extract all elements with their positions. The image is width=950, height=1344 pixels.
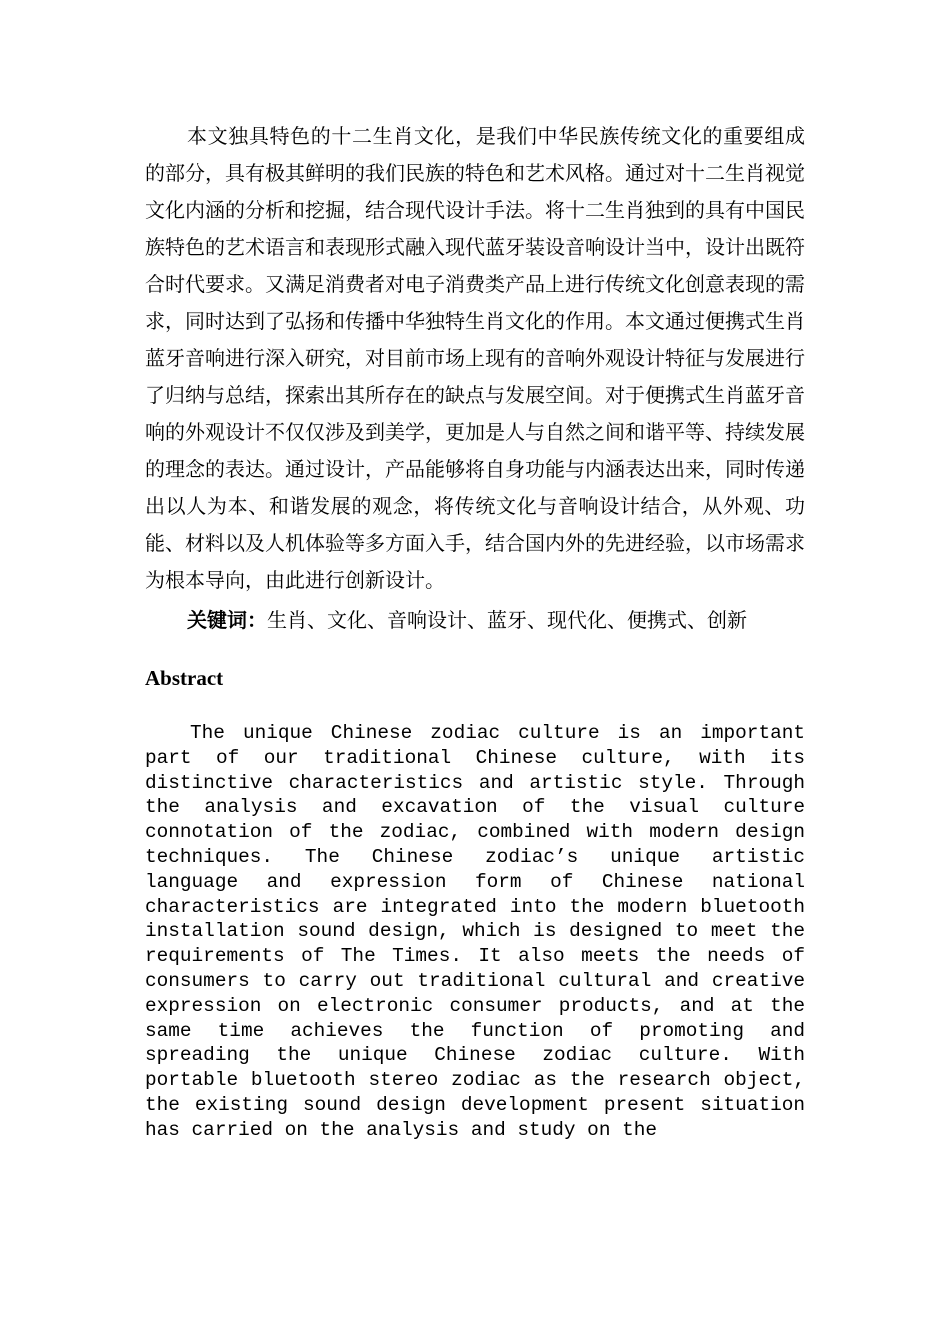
keywords-line xyxy=(145,607,805,634)
abstract-heading: Abstract xyxy=(145,666,224,690)
keywords-label: 关键词： xyxy=(187,608,267,632)
english-abstract-paragraph: The unique Chinese zodiac culture is an important part of our traditional Chinese culture, with its distinctive characteristics and artistic style. Through the analysis and excavation of the visual culture connotation of the zodiac, combined with modern design techniques. The Chinese zodiac’s unique artistic language and expression form of Chinese national characteristics are integrated into the modern bluetooth installation sound design, which is designed to meet the requirements of The Times. It also meets the needs of consumers to carry out traditional cultural and creative expression on electronic consumer products, and at the same time achieves the function of promoting and spreading the unique Chinese zodiac culture. With portable bluetooth stereo zodiac as the research object, the existing sound design development present situation has carried on the analysis and study on the xyxy=(145,722,805,1141)
keywords-text: 生肖、文化、音响设计、蓝牙、现代化、便携式、创新 xyxy=(267,608,747,632)
document-page xyxy=(145,118,805,1143)
chinese-abstract-paragraph: 本文独具特色的十二生肖文化，是我们中华民族传统文化的重要组成的部分，具有极其鲜明的我们民族的特色和艺术风格。通过对十二生肖视觉文化内涵的分析和挖掘，结合现代设计手法。将十二生肖独到的具有中国民族特色的艺术语言和表现形式融入现代蓝牙装设音响设计当中，设计出既符合时代要求。又满足消费者对电子消费类产品上进行传统文化创意表现的需求，同时达到了弘扬和传播中华独特生肖文化的作用。本文通过便携式生肖蓝牙音响进行深入研究，对目前市场上现有的音响外观设计特征与发展进行了归纳与总结，探索出其所存在的缺点与发展空间。对于便携式生肖蓝牙音响的外观设计不仅仅涉及到美学，更加是人与自然之间和谐平等、持续发展的理念的表达。通过设计，产品能够将自身功能与内涵表达出来，同时传递出以人为本、和谐发展的观念，将传统文化与音响设计结合，从外观、功能、材料以及人机体验等多方面入手，结合国内外的先进经验，以市场需求为根本导向，由此进行创新设计。 xyxy=(145,124,805,592)
